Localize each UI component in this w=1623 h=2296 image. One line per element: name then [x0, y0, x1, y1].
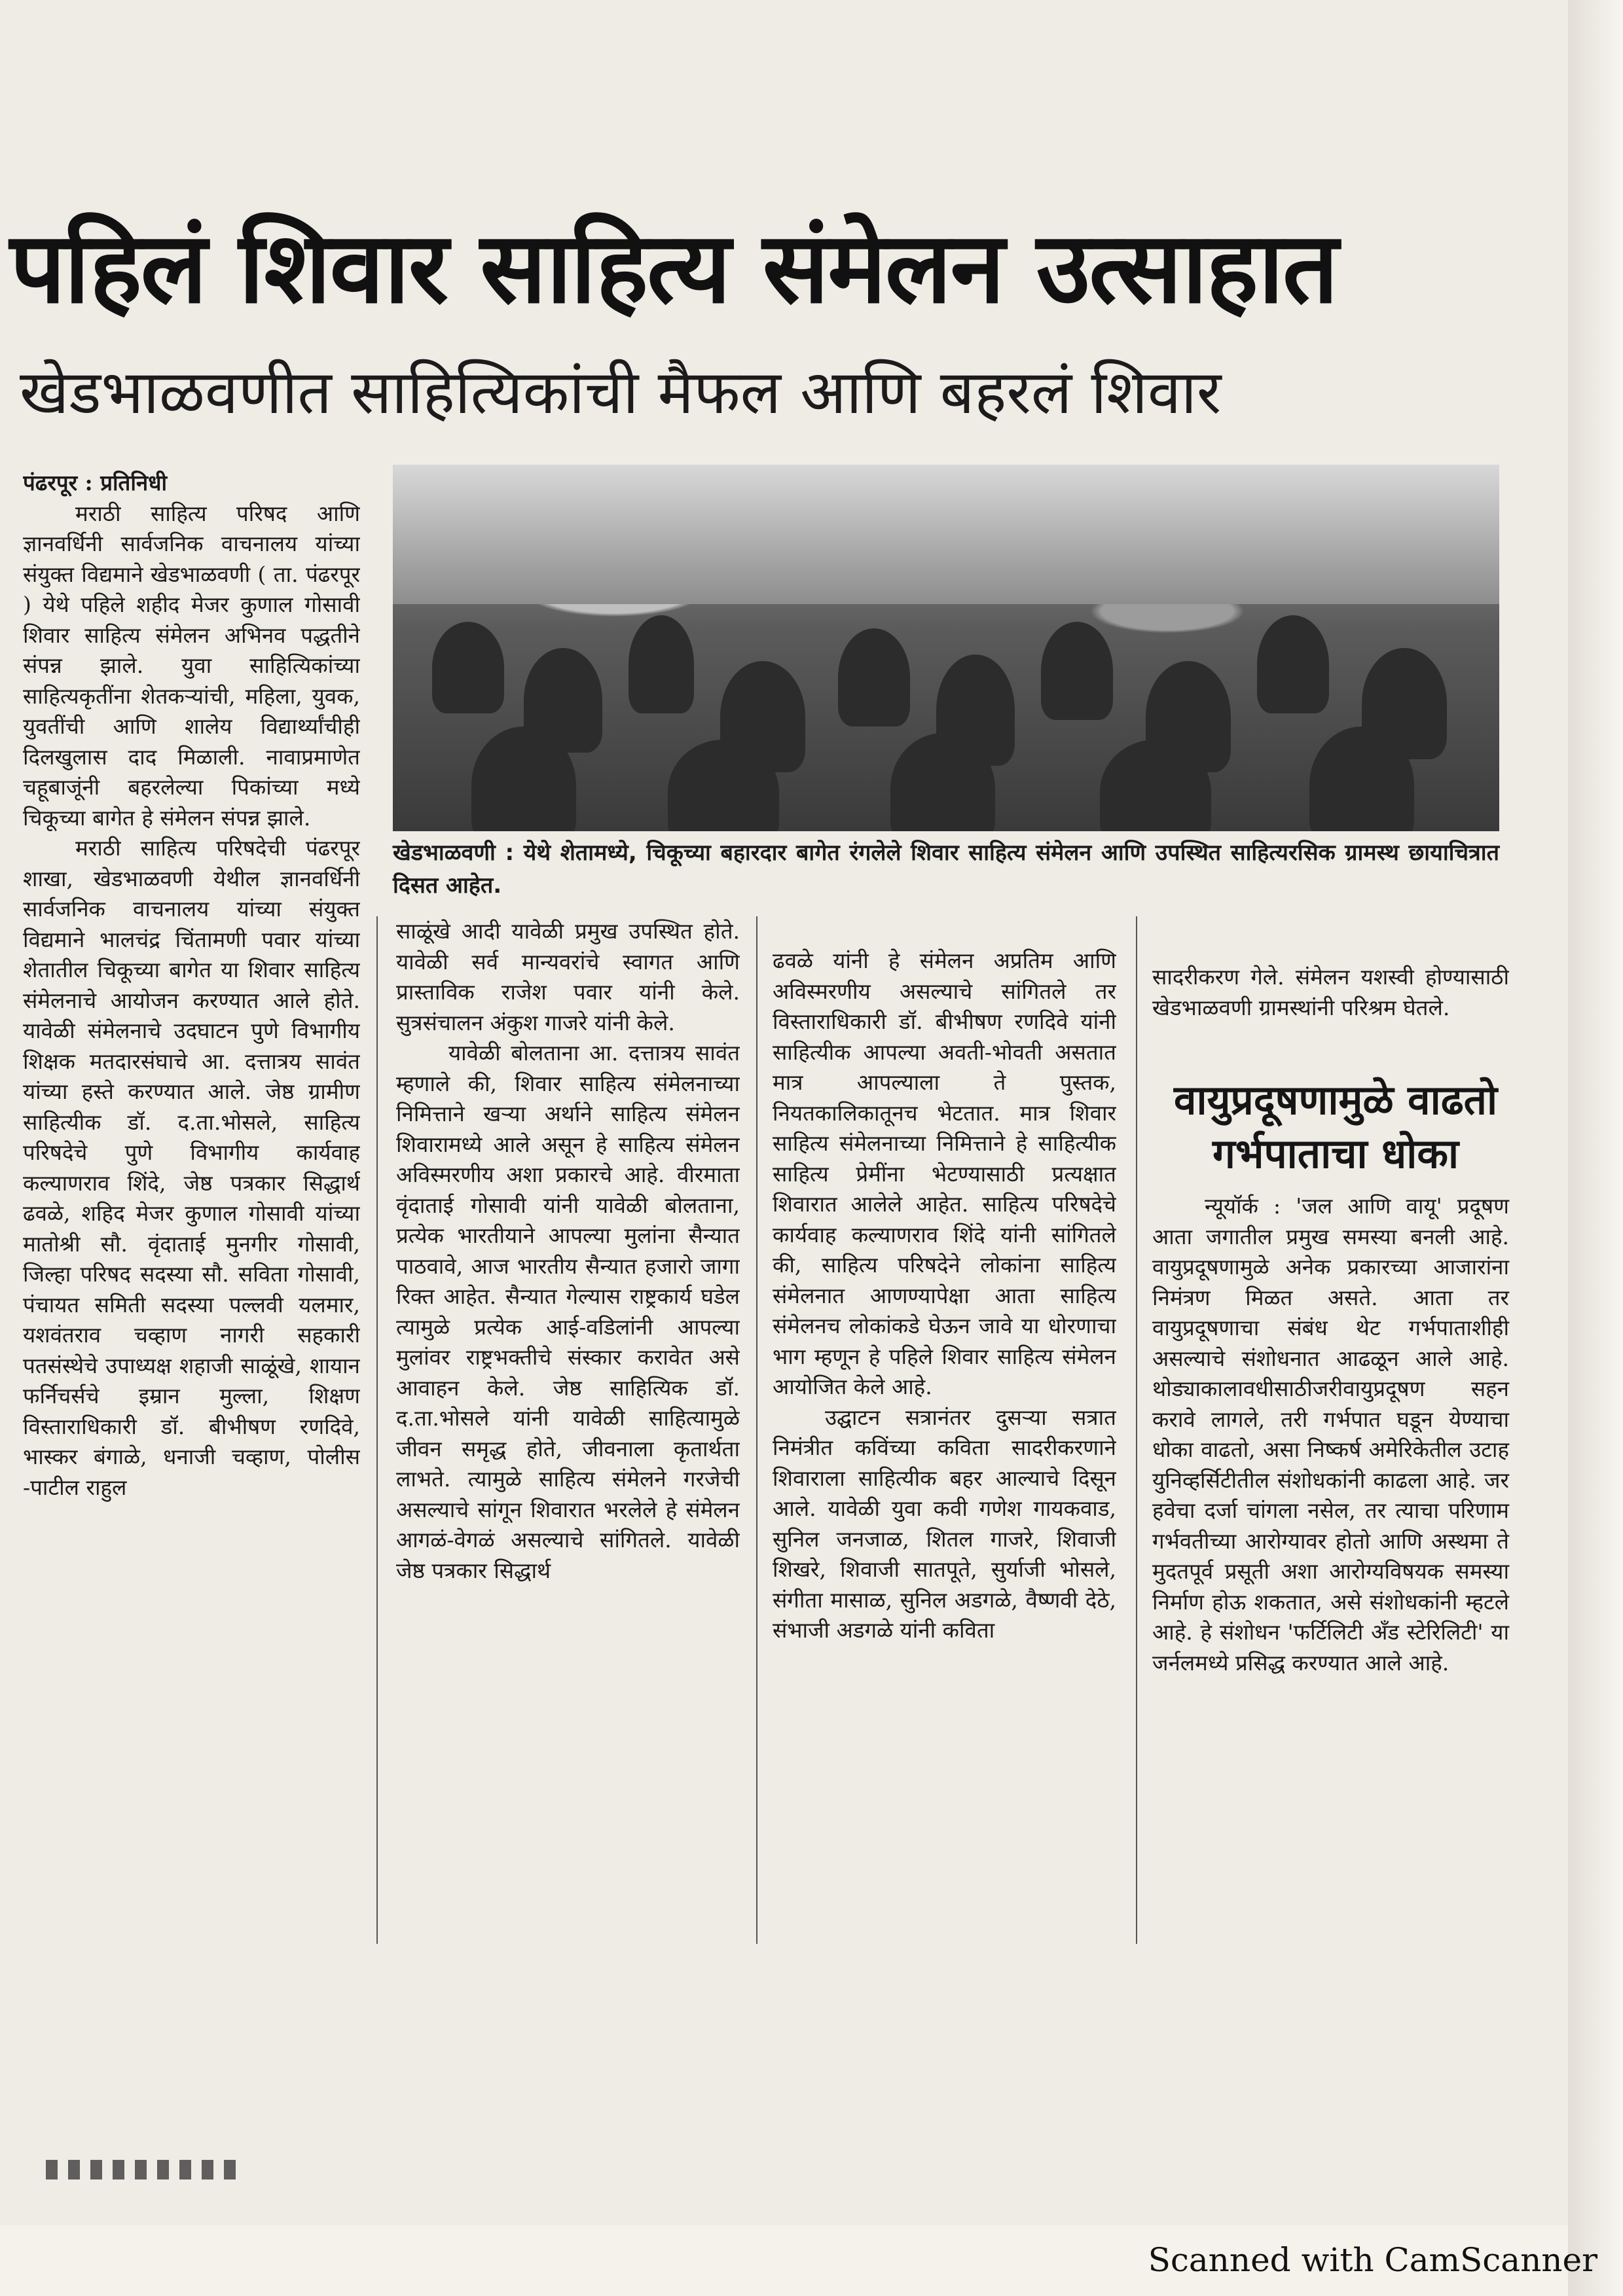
- photo-caption: खेडभाळवणी : येथे शेतामध्ये, चिकूच्या बहारदार बागेत रंगलेले शिवार साहित्य संमेलन आणि उपस्थित साहित्यरसिक ग्रामस्थ छायाचित्रात दिसत आहेत.: [393, 840, 1499, 899]
- paragraph: यावेळी बोलताना आ. दत्तात्रय सावंत म्हणाले की, शिवार साहित्य संमेलनाच्या निमित्ताने खऱ्या अर्थाने साहित्य संमेलन शिवारामध्ये आले असून हे साहित्य संमेलन अविस्मरणीय अशा प्रकारचे आहे. वीरमाता वृंदाताई गोसावी यांनी यावेळी बोलताना, प्रत्येक भारतीयाने आपल्या मुलांना सैन्यात पाठवावे, आज भारतीय सैन्यात हजारो जागा रिक्त आहेत. सैन्यात गेल्यास राष्ट्रकार्य घडेल त्यामुळे प्रत्येक आई-वडिलांनी आपल्या मुलांवर राष्ट्रभक्तीचे संस्कार करावेत असे आवाहन केले. जेष्ठ साहित्यिक डॉ. द.ता.भोसले यांनी यावेळी साहित्यामुळे जीवन समृद्ध होते, जीवनाला कृतार्थता लाभते. त्यामुळे साहित्य संमेलने गरजेची असल्याचे सांगून शिवारात भरलेले हे संमेलन आगळं-वेगळं असल्याचे सांगितले. यावेळी जेष्ठ पत्रकार सिद्धार्थ: [396, 1040, 740, 1583]
- print-registration-marks: [46, 2160, 242, 2179]
- column-rule: [1136, 916, 1137, 1944]
- paragraph: मराठी साहित्य परिषद आणि ज्ञानवर्धिनी सार्वजनिक वाचनालय यांच्या संयुक्त विद्यमाने खेडभाळवणी ( ता. पंढरपूर ) येथे पहिले शहीद मेजर कुणाल गोसावी शिवार साहित्य संमेलन अभिनव पद्धतीने संपन्न झाले. युवा साहित्यिकांच्या साहित्यकृतींना शेतकऱ्यांची, महिला, युवक, युवतींची आणि शालेय विद्यार्थ्यांचीही दिलखुलास दाद मिळाली. नावाप्रमाणेत चहूबाजूंनी बहरलेल्या पिकांच्या मध्ये चिकूच्या बागेत हे संमेलन संपन्न झाले.: [23, 500, 360, 831]
- article-column-3: [773, 946, 1116, 1954]
- paragraph: उद्घाटन सत्रानंतर दुसऱ्या सत्रात निमंत्रीत कविंच्या कविता सादरीकरणाने शिवाराला साहित्यीक बहर आल्याचे दिसून आले. यावेळी युवा कवी गणेश गायकवाड, सुनिल जनजाळ, शितल गाजरे, शिवाजी शिखरे, शिवाजी सातपूते, सुर्याजी भोसले, संगीता मासाळ, सुनिल अडगळे, वैष्णवी देठे, संभाजी अडगळे यांनी कविता: [773, 1404, 1116, 1643]
- photo-trees: [393, 465, 1499, 604]
- event-photo: [393, 465, 1499, 831]
- sub-headline: खेडभाळवणीत साहित्यिकांची मैफल आणि बहरलं शिवार: [20, 357, 1222, 427]
- main-headline: पहिलं शिवार साहित्य संमेलन उत्साहात: [10, 211, 1338, 325]
- paragraph: मराठी साहित्य परिषदेची पंढरपूर शाखा, खेडभाळवणी येथील ज्ञानवर्धिनी सार्वजनिक वाचनालय यांच्या संयुक्त विद्यमाने भालचंद्र चिंतामणी पवार यांच्या शेतातील चिकूच्या बागेत या शिवार साहित्य संमेलनाचे आयोजन करण्यात आले होते. यावेळी संमेलनाचे उदघाटन पुणे विभागीय शिक्षक मतदारसंघाचे आ. दत्तात्रय सावंत यांच्या हस्ते करण्यात आले. जेष्ठ ग्रामीण साहित्यीक डॉ. द.ता.भोसले, साहित्य परिषदेचे पुणे विभागीय कार्यवाह कल्याणराव शिंदे, जेष्ठ पत्रकार सिद्धार्थ ढवळे, शहिद मेजर कुणाल गोसावी यांच्या मातोश्री सौ. वृंदाताई मुनगीर गोसावी, जिल्हा परिषद सदस्या सौ. सविता गोसावी, पंचायत समिती सदस्या पल्लवी यलमार, यशवंतराव चव्हाण नागरी सहकारी पतसंस्थेचे उपाध्यक्ष शहाजी साळूंखे, शायान फर्निचर्सचे इम्रान मुल्ला, शिक्षण विस्ताराधिकारी डॉ. बीभीषण रणदिवे, भास्कर बंगाळे, धनाजी चव्हाण, पोलीस -पाटील राहुल: [23, 835, 360, 1500]
- paragraph: ढवळे यांनी हे संमेलन अप्रतिम आणि अविस्मरणीय असल्याचे सांगितले तर विस्ताराधिकारी डॉ. बीभीषण रणदिवे यांनी साहित्यीक आपल्या अवती-भोवती असतात मात्र आपल्याला ते पुस्तक, नियतकालिकातूनच भेटतात. मात्र शिवार साहित्य संमेलनाच्या निमित्ताने हे साहित्यीक साहित्य प्रेमींना भेटण्यासाठी प्रत्यक्षात शिवारात आलेले आहेत. साहित्य परिषदेचे कार्यवाह कल्याणराव शिंदे यांनी सांगितले की, साहित्य परिषदेने लोकांना साहित्य संमेलनात आणण्यापेक्षा आता साहित्य संमेलनच लोकांकडे घेऊन जावे या धोरणाचा भाग म्हणून हे पहिले शिवार साहित्य संमेलन आयोजित केले आहे.: [773, 948, 1116, 1399]
- column-rule: [756, 916, 757, 1944]
- article-column-2: [396, 916, 740, 1937]
- page-edge: [1568, 0, 1623, 2296]
- dateline: पंढरपूर : प्रतिनिधी: [23, 470, 168, 495]
- scanner-watermark: Scanned with CamScanner: [1148, 2241, 1597, 2279]
- article-column-4: [1152, 962, 1509, 1054]
- side-article-headline: वायुप्रदूषणामुळे वाढतो गर्भपाताचा धोका: [1173, 1076, 1498, 1177]
- paragraph: सादरीकरण गेले. संमेलन यशस्वी होण्यासाठी खेडभाळवणी ग्रामस्थांनी परिश्रम घेतले.: [1152, 964, 1509, 1020]
- article-column-1: [23, 468, 360, 1947]
- paragraph: न्यूयॉर्क : 'जल आणि वायू' प्रदूषण आता जगातील प्रमुख समस्या बनली आहे. वायुप्रदूषणामुळे अनेक प्रकारच्या आजारांना निमंत्रण मिळत असते. आता तर वायुप्रदूषणाचा संबंध थेट गर्भपाताशीही असल्याचे संशोधनात आढळून आले आहे. थोड्याकालावधीसाठीजरीवायुप्रदूषण सहन करावे लागले, तरी गर्भपात घडून येण्याचा धोका वाढतो, असा निष्कर्ष अमेरिकेतील उटाह युनिव्हर्सिटीतील संशोधकांनी काढला आहे. जर हवेचा दर्जा चांगला नसेल, तर त्याचा परिणाम गर्भवतीच्या आरोग्यावर होतो आणि अस्थमा ते मुदतपूर्व प्रसूती अशा आरोग्यविषयक समस्या निर्माण होऊ शकतात, असे संशोधकांनी म्हटले आहे. हे संशोधन 'फर्टिलिटी अँड स्टेरिलिटी' या जर्नलमध्ये प्रसिद्ध करण्यात आले आहे.: [1152, 1193, 1509, 1676]
- paragraph: साळूंखे आदी यावेळी प्रमुख उपस्थित होते. यावेळी सर्व मान्यवरांचे स्वागत आणि प्रास्ताविक राजेश पवार यांनी केले. सुत्रसंचालन अंकुश गाजरे यांनी केले.: [396, 918, 740, 1035]
- column-rule: [376, 916, 378, 1944]
- side-article-body: [1152, 1191, 1509, 1950]
